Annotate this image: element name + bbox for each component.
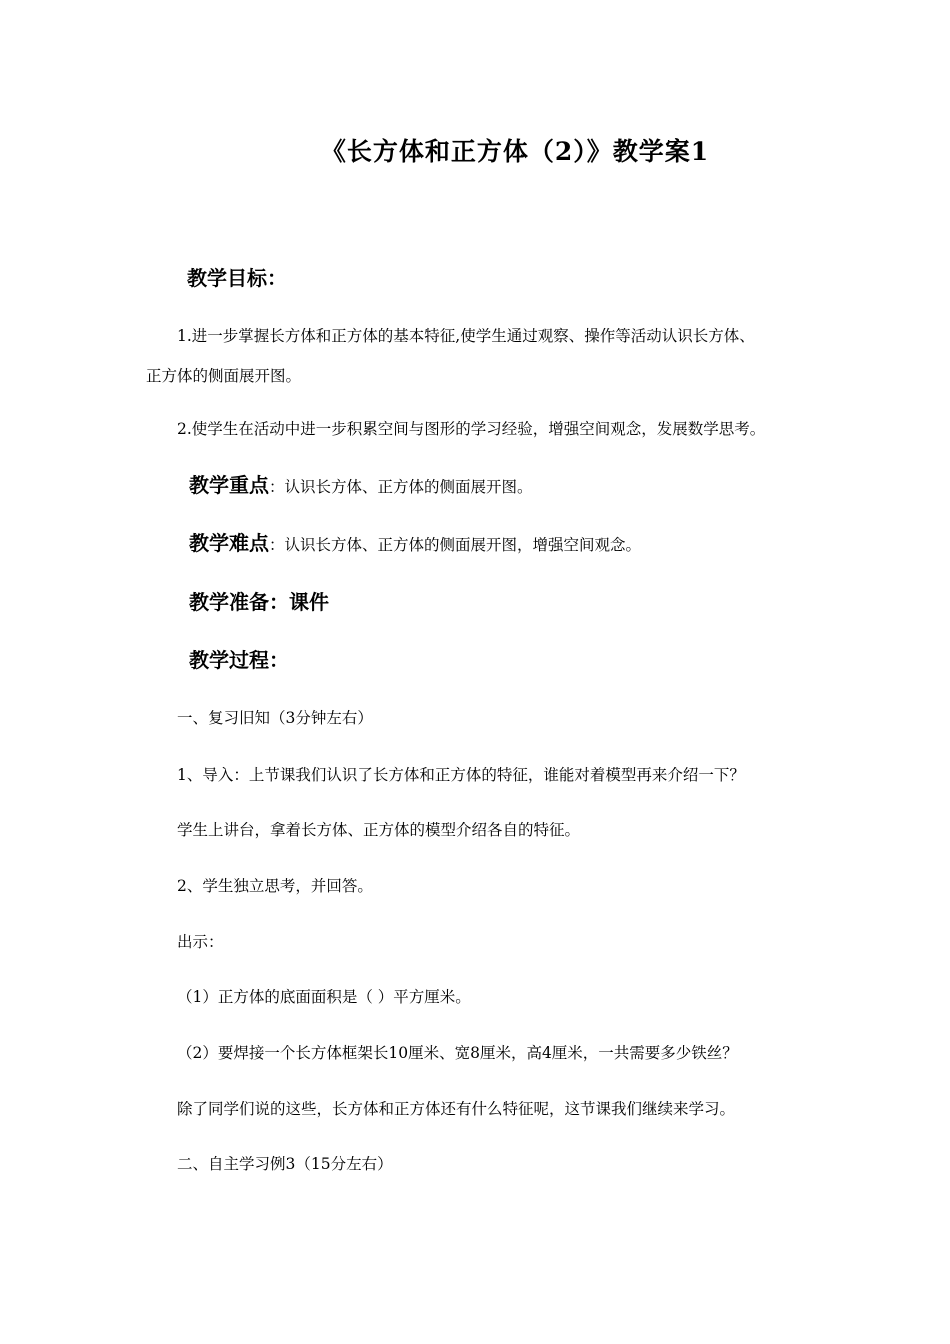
step-1: 1、导入：上节课我们认识了长方体和正方体的特征，谁能对着模型再来介绍一下？ (177, 766, 745, 784)
step-2: 2、学生独立思考，并回答。 (177, 877, 373, 895)
objective-2: 2.使学生在活动中进一步积累空间与图形的学习经验，增强空间观念，发展数学思考。 (177, 420, 766, 438)
key-point-text: ：认识长方体、正方体的侧面展开图。 (269, 478, 533, 496)
key-point (189, 471, 533, 501)
objective-1-line-2: 正方体的侧面展开图。 (146, 367, 302, 385)
section-1-title: 一、复习旧知（3分钟左右） (177, 709, 373, 727)
objectives-heading: 教学目标： (187, 266, 287, 290)
step-1-note: 学生上讲台，拿着长方体、正方体的模型介绍各自的特征。 (177, 821, 581, 839)
difficulty-label: 教学难点 (189, 531, 269, 555)
process-heading: 教学过程： (189, 648, 289, 672)
transition-text: 除了同学们说的这些，长方体和正方体还有什么特征呢，这节课我们继续来学习。 (177, 1100, 736, 1118)
preparation: 教学准备：课件 (189, 590, 329, 614)
document-title: 《长方体和正方体（2）》教学案1 (320, 137, 710, 166)
difficulty (189, 529, 641, 559)
difficulty-text: ：认识长方体、正方体的侧面展开图，增强空间观念。 (269, 536, 642, 554)
key-point-label: 教学重点 (189, 473, 269, 497)
show-label: 出示： (177, 933, 224, 951)
objective-1-line-1: 1.进一步掌握长方体和正方体的基本特征,使学生通过观察、操作等活动认识长方体、 (177, 327, 755, 345)
question-2: （2）要焊接一个长方体框架长10厘米、宽8厘米，高4厘米，一共需要多少铁丝？ (177, 1044, 738, 1062)
section-2-title: 二、自主学习例3（15分左右） (177, 1155, 393, 1173)
question-1: （1）正方体的底面面积是（ ）平方厘米。 (177, 988, 471, 1006)
